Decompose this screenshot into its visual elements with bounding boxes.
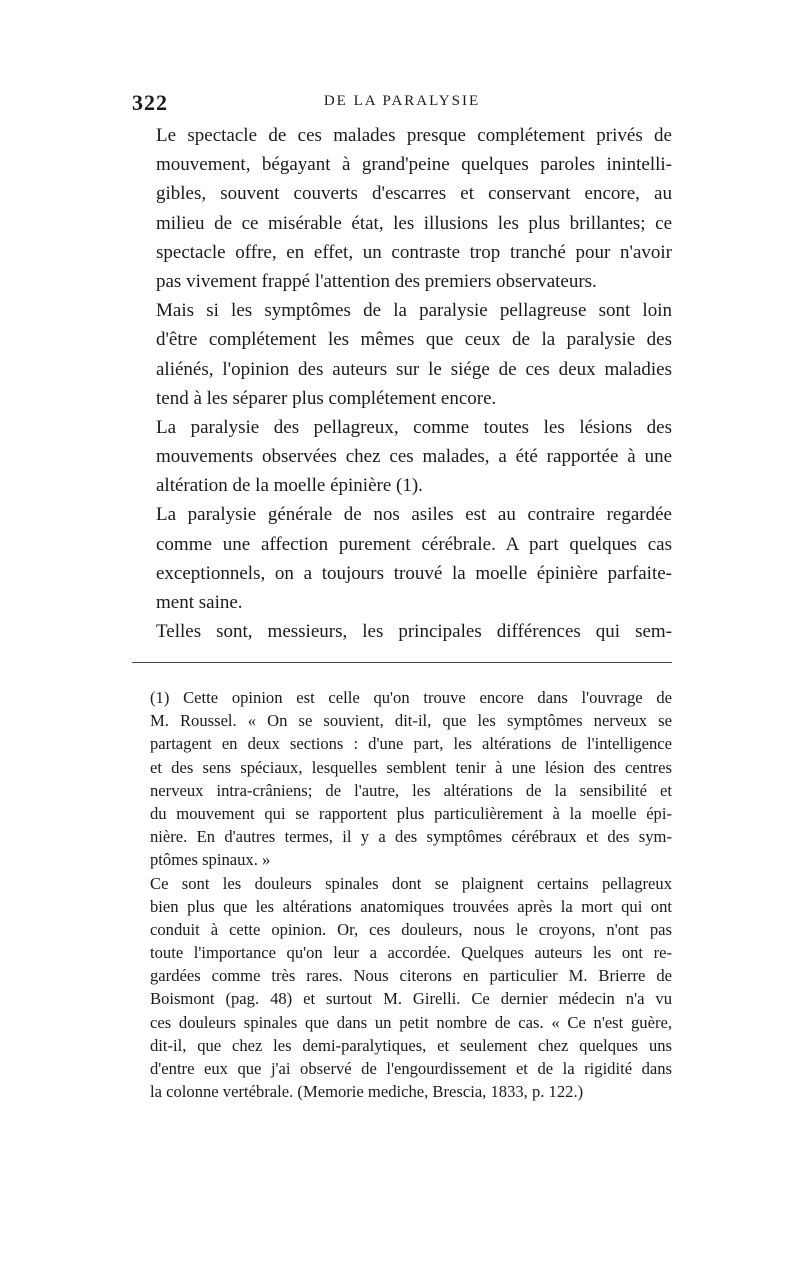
text-line: mouvement, bégayant à grand'peine quelques paroles inintelli- — [156, 154, 672, 176]
text-line: Le spectacle de ces malades presque complétement privés de — [156, 125, 672, 146]
text-line: Telles sont, messieurs, les principales différences qui sem- — [156, 621, 672, 643]
text-line: d'être complétement les mêmes que ceux de la paralysie des — [156, 329, 672, 351]
text-line: La paralysie générale de nos asiles est au contraire regardée — [156, 504, 672, 526]
text-line: mouvements observées chez ces malades, a été rapportée à une — [156, 446, 672, 468]
footnote-line: Boismont (pag. 48) et surtout M. Girelli. Ce dernier médecin n'a vu — [150, 989, 672, 1009]
footnote-line: toute l'importance qu'on leur a accordée. Quelques auteurs les ont re- — [150, 943, 672, 963]
footnote-line: M. Roussel. « On se souvient, dit-il, que les symptômes nerveux se — [150, 711, 672, 731]
footnote-line: ptômes spinaux. » — [150, 850, 271, 870]
text-line: tend à les séparer plus complétement encore. — [156, 387, 497, 409]
text-line: ment saine. — [156, 592, 243, 613]
footnote-line: (1) Cette opinion est celle qu'on trouve encore dans l'ouvrage de — [150, 688, 672, 707]
footnote-separator — [132, 662, 672, 663]
text-line: aliénés, l'opinion des auteurs sur le siége de ces deux maladies — [156, 358, 672, 380]
footnote-line: et des sens spéciaux, lesquelles semblent tenir à une lésion des centres — [150, 757, 672, 777]
footnote-line: bien plus que les altérations anatomiques trouvées après la mort qui ont — [150, 896, 672, 916]
footnote-line: partagent en deux sections : d'une part, les altérations de l'intelligence — [150, 734, 672, 754]
footnote-line: Ce sont les douleurs spinales dont se plaignent certains pellagreux — [150, 873, 672, 893]
footnote-line: nerveux intra-crâniens; de l'autre, les altérations de la sensibilité et — [150, 780, 672, 800]
text-line: spectacle offre, en effet, un contraste trop tranché pour n'avoir — [156, 241, 672, 263]
body-paragraph — [132, 500, 672, 617]
body-paragraph — [132, 121, 672, 296]
body-text — [132, 121, 672, 646]
footnote-line: dit-il, que chez les demi-paralytiques, et seulement chez quelques uns — [150, 1035, 672, 1055]
footnote-line: gardées comme très rares. Nous citerons en particulier M. Brierre de — [150, 966, 672, 986]
text-line: exceptionnels, on a toujours trouvé la moelle épinière parfaite- — [156, 562, 672, 584]
running-head — [132, 90, 672, 114]
footnote-line: du mouvement qui se rapportent plus particulièrement à la moelle épi- — [150, 803, 672, 823]
footnote-line: la colonne vertébrale. (Memorie mediche, Brescia, 1833, p. 122.) — [150, 1082, 584, 1102]
footnotes — [132, 686, 672, 1103]
text-line: pas vivement frappé l'attention des premiers observateurs. — [156, 270, 597, 292]
text-line: Mais si les symptômes de la paralysie pellagreuse sont loin — [156, 300, 672, 322]
footnote-paragraph — [132, 872, 672, 1104]
footnote-line: ces douleurs spinales que dans un petit nombre de cas. « Ce n'est guère, — [150, 1012, 672, 1032]
body-paragraph — [132, 296, 672, 413]
body-paragraph — [132, 617, 672, 646]
page-number: 322 — [132, 90, 168, 115]
footnote-line: d'entre eux que j'ai observé de l'engourdissement et de la rigidité dans — [150, 1059, 672, 1078]
text-line: comme une affection purement cérébrale. A part quelques cas — [156, 533, 672, 555]
running-title: DE LA PARALYSIE — [323, 93, 481, 109]
footnote-line: conduit à cette opinion. Or, ces douleurs, nous le croyons, n'ont pas — [150, 919, 672, 939]
footnote-line: nière. En d'autres termes, il y a des symptômes cérébraux et des sym- — [150, 827, 672, 847]
footnote-paragraph — [132, 686, 672, 872]
text-line: La paralysie des pellagreux, comme toutes les lésions des — [156, 416, 672, 438]
text-line: milieu de ce misérable état, les illusions les plus brillantes; ce — [156, 212, 672, 234]
text-line: gibles, souvent couverts d'escarres et conservant encore, au — [156, 183, 672, 205]
body-paragraph — [132, 413, 672, 501]
text-line: altération de la moelle épinière (1). — [156, 475, 423, 497]
